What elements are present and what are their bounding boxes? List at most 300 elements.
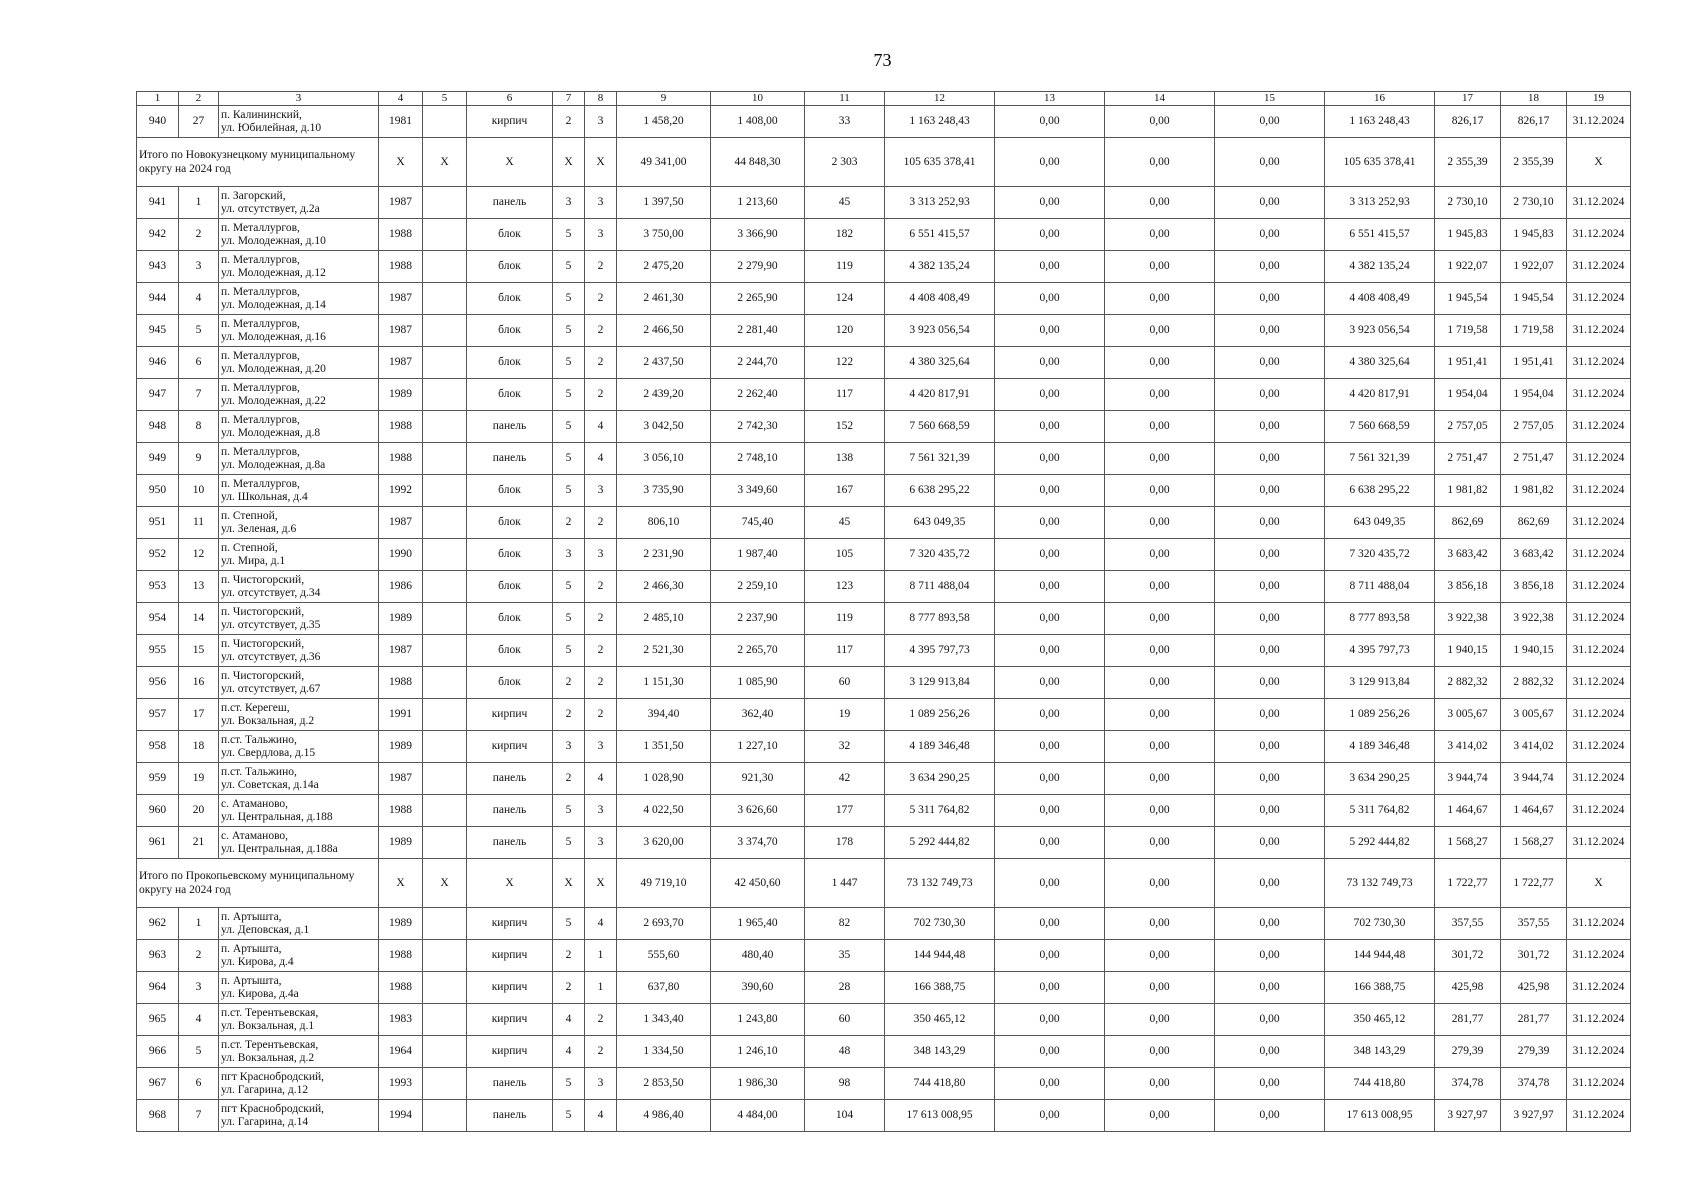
cell-c5 (423, 106, 467, 138)
year-cell: 1987 (379, 347, 423, 379)
table-row (137, 635, 1631, 667)
cell-c19: 31.12.2024 (1567, 940, 1631, 972)
cell-c5 (423, 219, 467, 251)
column-header: 4 (379, 92, 423, 106)
floors-cell: 2 (553, 940, 585, 972)
sub-number: 17 (179, 699, 219, 731)
cell-c8: 3 (585, 827, 617, 859)
cell-c13: 0,00 (995, 1036, 1105, 1068)
address-locality: п. Чистогорский, (221, 669, 305, 682)
cell-c18: 374,78 (1501, 1068, 1567, 1100)
cell-c15: 0,00 (1215, 1100, 1325, 1132)
cell-c11: 104 (805, 1100, 885, 1132)
cell-c13: 0,00 (995, 347, 1105, 379)
cell-c16: 5 311 764,82 (1325, 795, 1435, 827)
cell-c8: 3 (585, 187, 617, 219)
total-row (137, 138, 1631, 187)
cell-c16: 1 163 248,43 (1325, 106, 1435, 138)
cell-c5 (423, 1100, 467, 1132)
cell-c12: 7 320 435,72 (885, 539, 995, 571)
sub-number: 11 (179, 507, 219, 539)
column-header: 1 (137, 92, 179, 106)
total-cell-c6: X (467, 859, 553, 908)
column-header: 7 (553, 92, 585, 106)
cell-c14: 0,00 (1105, 443, 1215, 475)
cell-c18: 1 922,07 (1501, 251, 1567, 283)
cell-c5 (423, 539, 467, 571)
cell-c9: 3 620,00 (617, 827, 711, 859)
table-row (137, 1036, 1631, 1068)
cell-c17: 826,17 (1435, 106, 1501, 138)
cell-c10: 480,40 (711, 940, 805, 972)
cell-c8: 2 (585, 1036, 617, 1068)
floors-cell: 4 (553, 1036, 585, 1068)
cell-c18: 425,98 (1501, 972, 1567, 1004)
table-row (137, 187, 1631, 219)
total-cell-c14: 0,00 (1105, 859, 1215, 908)
floors-cell: 3 (553, 539, 585, 571)
cell-c10: 2 265,70 (711, 635, 805, 667)
cell-c16: 166 388,75 (1325, 972, 1435, 1004)
cell-c15: 0,00 (1215, 667, 1325, 699)
cell-c19: 31.12.2024 (1567, 347, 1631, 379)
address-street: ул. Свердлова, д.15 (221, 746, 316, 759)
column-header: 3 (219, 92, 379, 106)
cell-c16: 5 292 444,82 (1325, 827, 1435, 859)
cell-c11: 33 (805, 106, 885, 138)
cell-c5 (423, 347, 467, 379)
cell-c17: 1 945,54 (1435, 283, 1501, 315)
column-header: 17 (1435, 92, 1501, 106)
year-cell: 1989 (379, 731, 423, 763)
address-cell (219, 827, 379, 859)
cell-c13: 0,00 (995, 635, 1105, 667)
address-street: ул. Молодежная, д.8а (221, 458, 326, 471)
address-cell (219, 251, 379, 283)
cell-c17: 1 568,27 (1435, 827, 1501, 859)
cell-c14: 0,00 (1105, 763, 1215, 795)
table-row (137, 1100, 1631, 1132)
cell-c13: 0,00 (995, 219, 1105, 251)
total-cell-c16: 73 132 749,73 (1325, 859, 1435, 908)
cell-c15: 0,00 (1215, 379, 1325, 411)
year-cell: 1993 (379, 1068, 423, 1100)
cell-c11: 117 (805, 379, 885, 411)
cell-c18: 1 568,27 (1501, 827, 1567, 859)
table-row (137, 283, 1631, 315)
year-cell: 1987 (379, 187, 423, 219)
sub-number: 5 (179, 1036, 219, 1068)
address-cell (219, 539, 379, 571)
cell-c9: 1 397,50 (617, 187, 711, 219)
total-cell-c10: 42 450,60 (711, 859, 805, 908)
cell-c9: 1 151,30 (617, 667, 711, 699)
year-cell: 1986 (379, 571, 423, 603)
cell-c17: 357,55 (1435, 908, 1501, 940)
column-header: 9 (617, 92, 711, 106)
column-header: 15 (1215, 92, 1325, 106)
table-row (137, 411, 1631, 443)
cell-c16: 4 420 817,91 (1325, 379, 1435, 411)
cell-c19: 31.12.2024 (1567, 315, 1631, 347)
cell-c12: 4 420 817,91 (885, 379, 995, 411)
cell-c18: 3 856,18 (1501, 571, 1567, 603)
floors-cell: 5 (553, 443, 585, 475)
sub-number: 8 (179, 411, 219, 443)
row-number: 964 (137, 972, 179, 1004)
cell-c14: 0,00 (1105, 106, 1215, 138)
cell-c17: 301,72 (1435, 940, 1501, 972)
cell-c10: 1 227,10 (711, 731, 805, 763)
address-locality: п. Металлургов, (221, 477, 300, 490)
cell-c13: 0,00 (995, 283, 1105, 315)
address-locality: п.ст. Керегеш, (221, 701, 290, 714)
cell-c8: 4 (585, 411, 617, 443)
total-cell-c9: 49 719,10 (617, 859, 711, 908)
cell-c10: 362,40 (711, 699, 805, 731)
address-street: ул. отсутствует, д.35 (221, 618, 321, 631)
cell-c16: 8 777 893,58 (1325, 603, 1435, 635)
address-street: ул. отсутствует, д.34 (221, 586, 321, 599)
address-street: ул. Центральная, д.188 (221, 810, 333, 823)
cell-c15: 0,00 (1215, 1036, 1325, 1068)
cell-c10: 2 279,90 (711, 251, 805, 283)
year-cell: 1994 (379, 1100, 423, 1132)
cell-c13: 0,00 (995, 251, 1105, 283)
table-row (137, 603, 1631, 635)
table-row (137, 379, 1631, 411)
cell-c13: 0,00 (995, 795, 1105, 827)
cell-c11: 178 (805, 827, 885, 859)
address-cell (219, 187, 379, 219)
material-cell: блок (467, 283, 553, 315)
total-cell-c6: X (467, 138, 553, 187)
cell-c11: 98 (805, 1068, 885, 1100)
cell-c14: 0,00 (1105, 475, 1215, 507)
cell-c19: 31.12.2024 (1567, 411, 1631, 443)
address-locality: п. Металлургов, (221, 349, 300, 362)
cell-c12: 7 560 668,59 (885, 411, 995, 443)
cell-c8: 2 (585, 283, 617, 315)
cell-c15: 0,00 (1215, 539, 1325, 571)
sub-number: 14 (179, 603, 219, 635)
cell-c14: 0,00 (1105, 699, 1215, 731)
cell-c15: 0,00 (1215, 731, 1325, 763)
cell-c9: 1 343,40 (617, 1004, 711, 1036)
floors-cell: 2 (553, 763, 585, 795)
cell-c14: 0,00 (1105, 1068, 1215, 1100)
material-cell: кирпич (467, 699, 553, 731)
total-cell-c5: X (423, 138, 467, 187)
cell-c15: 0,00 (1215, 187, 1325, 219)
cell-c15: 0,00 (1215, 571, 1325, 603)
cell-c18: 1 951,41 (1501, 347, 1567, 379)
cell-c18: 3 414,02 (1501, 731, 1567, 763)
cell-c8: 3 (585, 731, 617, 763)
sub-number: 9 (179, 443, 219, 475)
cell-c11: 117 (805, 635, 885, 667)
cell-c8: 2 (585, 251, 617, 283)
cell-c16: 3 634 290,25 (1325, 763, 1435, 795)
column-header: 18 (1501, 92, 1567, 106)
cell-c12: 643 049,35 (885, 507, 995, 539)
address-cell (219, 603, 379, 635)
cell-c8: 4 (585, 908, 617, 940)
total-label: Итого по Прокопьевскому муниципальному округу на 2024 год (137, 859, 379, 908)
address-cell (219, 1100, 379, 1132)
cell-c5 (423, 507, 467, 539)
cell-c16: 3 313 252,93 (1325, 187, 1435, 219)
cell-c16: 17 613 008,95 (1325, 1100, 1435, 1132)
cell-c11: 35 (805, 940, 885, 972)
cell-c12: 4 380 325,64 (885, 347, 995, 379)
cell-c13: 0,00 (995, 315, 1105, 347)
floors-cell: 5 (553, 347, 585, 379)
address-street: ул. Центральная, д.188а (221, 842, 338, 855)
cell-c9: 2 461,30 (617, 283, 711, 315)
cell-c13: 0,00 (995, 411, 1105, 443)
floors-cell: 5 (553, 1100, 585, 1132)
cell-c9: 555,60 (617, 940, 711, 972)
cell-c18: 357,55 (1501, 908, 1567, 940)
cell-c10: 1 243,80 (711, 1004, 805, 1036)
address-street: ул. Молодежная, д.22 (221, 394, 326, 407)
year-cell: 1990 (379, 539, 423, 571)
cell-c16: 4 408 408,49 (1325, 283, 1435, 315)
cell-c10: 3 374,70 (711, 827, 805, 859)
cell-c10: 1 085,90 (711, 667, 805, 699)
cell-c10: 4 484,00 (711, 1100, 805, 1132)
year-cell: 1988 (379, 411, 423, 443)
address-street: ул. Молодежная, д.10 (221, 234, 326, 247)
cell-c14: 0,00 (1105, 1036, 1215, 1068)
cell-c10: 921,30 (711, 763, 805, 795)
address-street: ул. Вокзальная, д.2 (221, 714, 315, 727)
cell-c14: 0,00 (1105, 411, 1215, 443)
cell-c17: 1 951,41 (1435, 347, 1501, 379)
address-cell (219, 315, 379, 347)
cell-c18: 3 922,38 (1501, 603, 1567, 635)
cell-c14: 0,00 (1105, 347, 1215, 379)
cell-c5 (423, 315, 467, 347)
cell-c11: 32 (805, 731, 885, 763)
material-cell: блок (467, 603, 553, 635)
cell-c10: 1 246,10 (711, 1036, 805, 1068)
cell-c10: 2 262,40 (711, 379, 805, 411)
cell-c9: 3 750,00 (617, 219, 711, 251)
address-street: ул. Деповская, д.1 (221, 923, 310, 936)
cell-c11: 123 (805, 571, 885, 603)
cell-c13: 0,00 (995, 940, 1105, 972)
address-locality: п. Чистогорский, (221, 605, 305, 618)
cell-c10: 745,40 (711, 507, 805, 539)
cell-c10: 2 259,10 (711, 571, 805, 603)
row-number: 952 (137, 539, 179, 571)
cell-c19: 31.12.2024 (1567, 219, 1631, 251)
cell-c9: 2 521,30 (617, 635, 711, 667)
cell-c17: 1 464,67 (1435, 795, 1501, 827)
total-cell-c15: 0,00 (1215, 138, 1325, 187)
cell-c13: 0,00 (995, 667, 1105, 699)
cell-c16: 744 418,80 (1325, 1068, 1435, 1100)
cell-c13: 0,00 (995, 379, 1105, 411)
row-number: 940 (137, 106, 179, 138)
address-street: ул. Юбилейная, д.10 (221, 121, 322, 134)
cell-c16: 3 129 913,84 (1325, 667, 1435, 699)
cell-c18: 2 757,05 (1501, 411, 1567, 443)
cell-c10: 1 986,30 (711, 1068, 805, 1100)
floors-cell: 2 (553, 972, 585, 1004)
cell-c5 (423, 411, 467, 443)
material-cell: блок (467, 315, 553, 347)
cell-c15: 0,00 (1215, 219, 1325, 251)
row-number: 946 (137, 347, 179, 379)
cell-c10: 3 349,60 (711, 475, 805, 507)
address-street: ул. Школьная, д.4 (221, 490, 308, 503)
cell-c19: 31.12.2024 (1567, 1004, 1631, 1036)
row-number: 961 (137, 827, 179, 859)
sub-number: 15 (179, 635, 219, 667)
cell-c9: 2 437,50 (617, 347, 711, 379)
floors-cell: 5 (553, 827, 585, 859)
table-row (137, 972, 1631, 1004)
cell-c18: 301,72 (1501, 940, 1567, 972)
total-label: Итого по Новокузнецкому муниципальному округу на 2024 год (137, 138, 379, 187)
cell-c18: 826,17 (1501, 106, 1567, 138)
cell-c18: 1 719,58 (1501, 315, 1567, 347)
cell-c14: 0,00 (1105, 940, 1215, 972)
cell-c14: 0,00 (1105, 795, 1215, 827)
cell-c19: 31.12.2024 (1567, 1068, 1631, 1100)
total-cell-c5: X (423, 859, 467, 908)
address-locality: п. Металлургов, (221, 285, 300, 298)
row-number: 950 (137, 475, 179, 507)
cell-c11: 48 (805, 1036, 885, 1068)
table-row (137, 507, 1631, 539)
cell-c12: 7 561 321,39 (885, 443, 995, 475)
address-locality: п. Калининский, (221, 108, 302, 121)
cell-c12: 166 388,75 (885, 972, 995, 1004)
cell-c11: 138 (805, 443, 885, 475)
year-cell: 1987 (379, 315, 423, 347)
cell-c17: 3 005,67 (1435, 699, 1501, 731)
cell-c15: 0,00 (1215, 763, 1325, 795)
cell-c15: 0,00 (1215, 795, 1325, 827)
cell-c16: 1 089 256,26 (1325, 699, 1435, 731)
address-cell (219, 347, 379, 379)
year-cell: 1987 (379, 283, 423, 315)
cell-c19: 31.12.2024 (1567, 571, 1631, 603)
address-street: ул. Зеленая, д.6 (221, 522, 297, 535)
cell-c12: 702 730,30 (885, 908, 995, 940)
material-cell: блок (467, 571, 553, 603)
cell-c13: 0,00 (995, 1004, 1105, 1036)
cell-c19: 31.12.2024 (1567, 827, 1631, 859)
cell-c5 (423, 827, 467, 859)
cell-c18: 3 005,67 (1501, 699, 1567, 731)
cell-c12: 3 129 913,84 (885, 667, 995, 699)
cell-c11: 119 (805, 251, 885, 283)
cell-c12: 5 311 764,82 (885, 795, 995, 827)
cell-c5 (423, 972, 467, 1004)
material-cell: панель (467, 763, 553, 795)
address-street: ул. Молодежная, д.14 (221, 298, 326, 311)
cell-c16: 4 395 797,73 (1325, 635, 1435, 667)
cell-c10: 2 265,90 (711, 283, 805, 315)
address-locality: п. Чистогорский, (221, 573, 305, 586)
cell-c18: 1 954,04 (1501, 379, 1567, 411)
cell-c13: 0,00 (995, 539, 1105, 571)
sub-number: 3 (179, 972, 219, 1004)
cell-c12: 5 292 444,82 (885, 827, 995, 859)
cell-c8: 3 (585, 1068, 617, 1100)
total-cell-c19: X (1567, 138, 1631, 187)
address-cell (219, 411, 379, 443)
row-number: 966 (137, 1036, 179, 1068)
cell-c15: 0,00 (1215, 315, 1325, 347)
cell-c5 (423, 475, 467, 507)
cell-c14: 0,00 (1105, 1004, 1215, 1036)
year-cell: 1988 (379, 251, 423, 283)
cell-c14: 0,00 (1105, 1100, 1215, 1132)
total-cell-c11: 1 447 (805, 859, 885, 908)
total-cell-c9: 49 341,00 (617, 138, 711, 187)
cell-c12: 4 382 135,24 (885, 251, 995, 283)
table-body (137, 92, 1631, 1132)
cell-c18: 1 940,15 (1501, 635, 1567, 667)
cell-c8: 2 (585, 507, 617, 539)
cell-c16: 6 551 415,57 (1325, 219, 1435, 251)
cell-c10: 2 281,40 (711, 315, 805, 347)
cell-c10: 1 965,40 (711, 908, 805, 940)
cell-c18: 1 945,83 (1501, 219, 1567, 251)
address-cell (219, 379, 379, 411)
table-row (137, 571, 1631, 603)
cell-c5 (423, 1036, 467, 1068)
cell-c11: 119 (805, 603, 885, 635)
floors-cell: 5 (553, 315, 585, 347)
column-header: 8 (585, 92, 617, 106)
address-cell (219, 635, 379, 667)
cell-c10: 1 408,00 (711, 106, 805, 138)
address-cell (219, 443, 379, 475)
cell-c13: 0,00 (995, 699, 1105, 731)
cell-c8: 4 (585, 1100, 617, 1132)
cell-c9: 1 458,20 (617, 106, 711, 138)
floors-cell: 5 (553, 1068, 585, 1100)
sub-number: 2 (179, 940, 219, 972)
cell-c8: 4 (585, 443, 617, 475)
total-cell-c7: X (553, 859, 585, 908)
cell-c19: 31.12.2024 (1567, 283, 1631, 315)
cell-c17: 2 757,05 (1435, 411, 1501, 443)
row-number: 955 (137, 635, 179, 667)
cell-c14: 0,00 (1105, 731, 1215, 763)
cell-c16: 7 320 435,72 (1325, 539, 1435, 571)
cell-c18: 3 683,42 (1501, 539, 1567, 571)
sub-number: 27 (179, 106, 219, 138)
sub-number: 12 (179, 539, 219, 571)
cell-c18: 3 944,74 (1501, 763, 1567, 795)
column-header: 14 (1105, 92, 1215, 106)
cell-c13: 0,00 (995, 1068, 1105, 1100)
cell-c15: 0,00 (1215, 251, 1325, 283)
sub-number: 6 (179, 347, 219, 379)
address-cell (219, 219, 379, 251)
cell-c17: 279,39 (1435, 1036, 1501, 1068)
cell-c16: 144 944,48 (1325, 940, 1435, 972)
year-cell: 1989 (379, 827, 423, 859)
